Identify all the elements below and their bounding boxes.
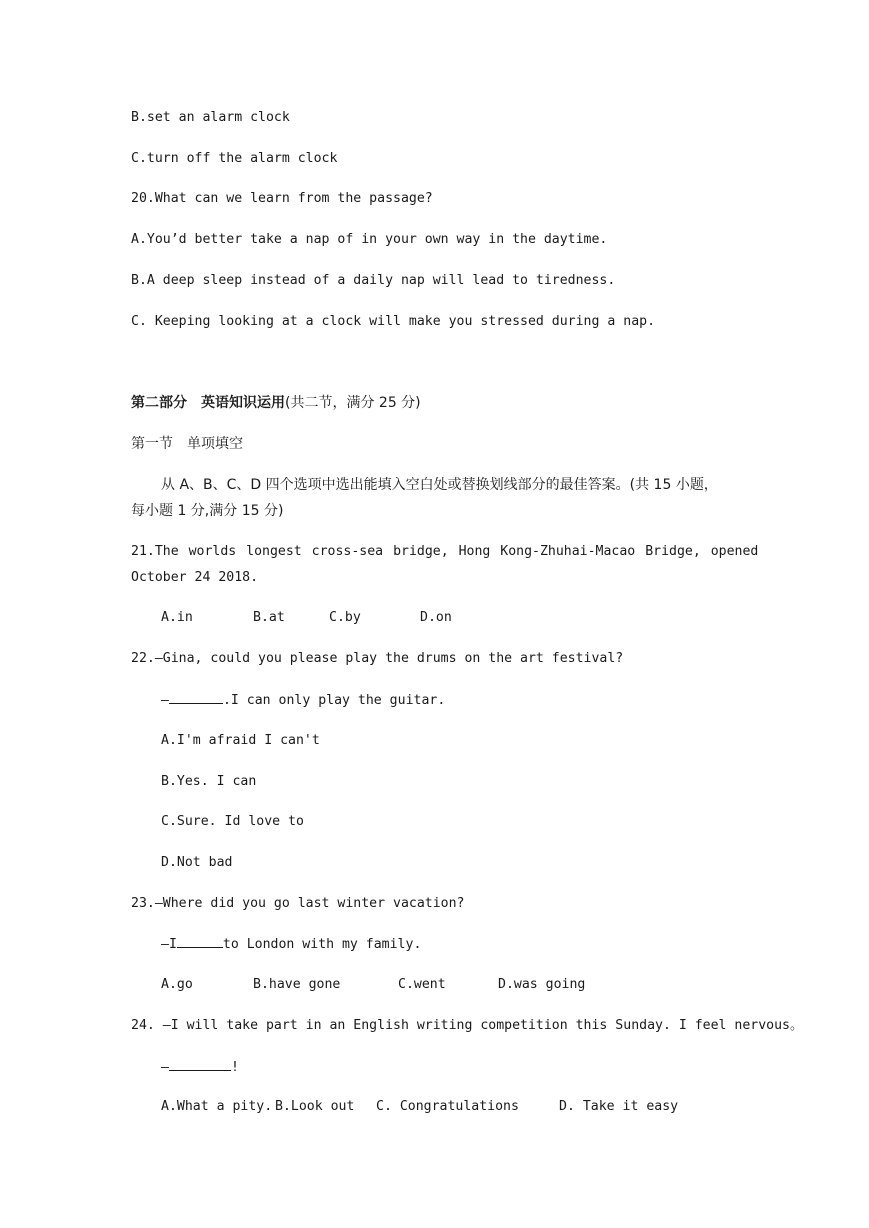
q24-option-b: B.Look out — [275, 1099, 355, 1114]
part2-title — [131, 394, 421, 412]
q21-question-line-2: October 24 2018. — [131, 570, 259, 585]
q22-question: 22.—Gina, could you please play the drums on the art festival? — [131, 651, 624, 666]
q23-reply-suffix: to London with my family. — [222, 937, 422, 952]
q21-options — [161, 609, 452, 627]
q24-answer-blank — [169, 1058, 231, 1071]
q24-question — [131, 1017, 803, 1035]
q22-option-d: D.Not bad — [161, 855, 233, 870]
q23-reply-prefix: —I — [161, 937, 177, 952]
instruction-line-1: 从 A、B、C、D 四个选项中选出能填入空白处或替换划线部分的最佳答案。(共 15 小题， — [161, 477, 718, 493]
part2-title-bold: 第二部分 英语知识运用 — [131, 395, 285, 411]
q24-reply-suffix: ! — [230, 1060, 239, 1075]
q19-option-c: C.turn off the alarm clock — [131, 151, 338, 166]
q19-option-b: B.set an alarm clock — [131, 110, 290, 125]
q22-answer-blank — [169, 691, 223, 704]
q22-reply-suffix: .I can only play the guitar. — [222, 693, 446, 708]
q22-option-b: B.Yes. I can — [161, 774, 257, 789]
q23-answer-blank — [177, 935, 223, 948]
q21-option-c: C.by — [329, 610, 361, 625]
q23-option-d: D.was going — [498, 977, 586, 992]
q23-option-c: C.went — [398, 977, 446, 992]
q23-options — [161, 976, 585, 994]
q24-option-d: D. Take it easy — [559, 1099, 679, 1114]
q24-option-c: C. Congratulations — [376, 1099, 519, 1114]
q22-reply — [161, 691, 445, 710]
q24-reply-prefix: — — [161, 1060, 169, 1075]
q22-option-a: A.I'm afraid I can't — [161, 733, 320, 748]
q23-reply — [161, 935, 421, 954]
q21-option-a: A.in — [161, 610, 193, 625]
q23-option-a: A.go — [161, 977, 193, 992]
q24-question-text: 24. —I will take part in an English writing competition this Sunday. I feel nervous。 — [131, 1018, 804, 1033]
q21-question-line-1: 21.The worlds longest cross-sea bridge, Hong Kong-Zhuhai-Macao Bridge, opened — [131, 544, 759, 559]
section1-title: 第一节 单项填空 — [131, 436, 243, 452]
q21-option-b: B.at — [253, 610, 285, 625]
q22-reply-prefix: — — [161, 693, 169, 708]
q20-option-b: B.A deep sleep instead of a daily nap will lead to tiredness. — [131, 273, 616, 288]
q23-option-b: B.have gone — [253, 977, 341, 992]
q24-options — [161, 1098, 678, 1116]
q24-option-a: A.What a pity. — [161, 1099, 273, 1114]
q21-option-d: D.on — [420, 610, 452, 625]
q20-question: 20.What can we learn from the passage? — [131, 191, 433, 206]
q23-question: 23.—Where did you go last winter vacation? — [131, 896, 465, 911]
instruction-line-2: 每小题 1 分,满分 15 分) — [131, 503, 284, 519]
q20-option-c: C. Keeping looking at a clock will make you stressed during a nap. — [131, 314, 656, 329]
q20-option-a: A.You’d better take a nap of in your own way in the daytime. — [131, 232, 608, 247]
q24-reply — [161, 1058, 239, 1077]
part2-title-rest: (共二节，满分 25 分) — [285, 395, 421, 411]
q22-option-c: C.Sure. Id love to — [161, 814, 304, 829]
